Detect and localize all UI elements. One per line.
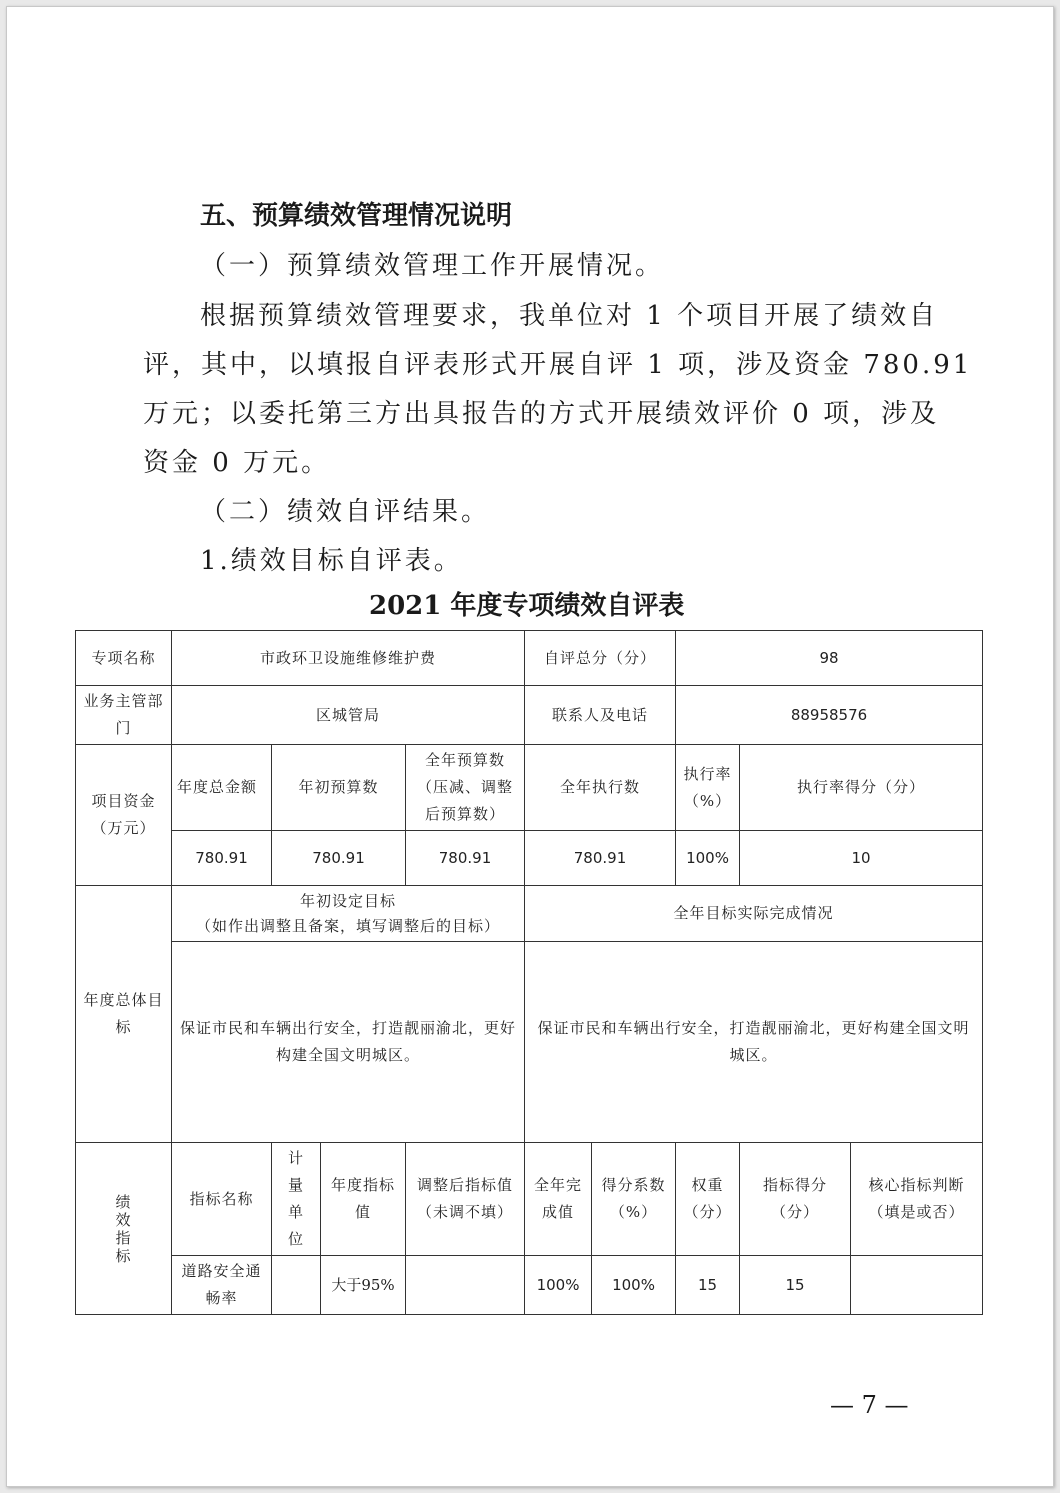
funds-header-initial: 年初预算数 [272, 745, 406, 831]
indicator-label-char-4: 标 [115, 1246, 132, 1265]
indicator-label-char-2: 效 [115, 1210, 132, 1229]
ind-header-adjusted: 调整后指标值（未调不填） [406, 1143, 525, 1256]
dept-value: 区城管局 [172, 686, 525, 745]
ind-header-unit: 计量单位 [272, 1143, 321, 1256]
contact-label: 联系人及电话 [525, 686, 676, 745]
funds-header-total: 年度总金额 [172, 745, 272, 831]
funds-header-rate-score: 执行率得分（分） [740, 745, 983, 831]
page-number: — 7 — [830, 1391, 909, 1419]
funds-value-rate-score: 10 [740, 831, 983, 886]
funds-value-executed: 780.91 [525, 831, 676, 886]
goal-set-text: 保证市民和车辆出行安全，打造靓丽渝北，更好构建全国文明城区。 [172, 942, 525, 1143]
paragraph-line-3: 万元；以委托第三方出具报告的方式开展绩效评价 0 项，涉及 [143, 399, 940, 429]
ind-header-coefficient: 得分系数（%） [592, 1143, 676, 1256]
paragraph-line-2: 评，其中，以填报自评表形式开展自评 1 项，涉及资金 780.91 [143, 350, 973, 380]
ind-header-target: 年度指标值 [321, 1143, 406, 1256]
indicator-label-char-1: 绩 [115, 1192, 132, 1211]
funds-header-full-year: 全年预算数（压减、调整后预算数） [406, 745, 525, 831]
subheading-3: 1.绩效目标自评表。 [200, 546, 463, 576]
ind-cell-adjusted [406, 1256, 525, 1315]
table-title: 2021 年度专项绩效自评表 [369, 591, 685, 621]
project-name-label: 专项名称 [76, 631, 172, 686]
table-row [76, 1256, 983, 1315]
subheading-2: （二）绩效自评结果。 [200, 497, 491, 527]
goal-set-header-line2: （如作出调整且备案，填写调整后的目标） [196, 916, 501, 935]
funds-header-executed: 全年执行数 [525, 745, 676, 831]
ind-header-score: 指标得分（分） [740, 1143, 851, 1256]
ind-cell-completed: 100% [525, 1256, 592, 1315]
self-evaluation-table [75, 630, 983, 1315]
funds-value-full-year: 780.91 [406, 831, 525, 886]
row-department [76, 686, 983, 745]
funds-value-initial: 780.91 [272, 831, 406, 886]
row-goal-headers [76, 886, 983, 942]
funds-label: 项目资金（万元） [76, 745, 172, 886]
goal-actual-header: 全年目标实际完成情况 [525, 886, 983, 942]
dept-label: 业务主管部门 [76, 686, 172, 745]
score-label: 自评总分（分） [525, 631, 676, 686]
row-funds-values [76, 831, 983, 886]
ind-cell-core [851, 1256, 983, 1315]
paragraph-line-4: 资金 0 万元。 [143, 448, 331, 478]
row-project-name [76, 631, 983, 686]
ind-cell-name: 道路安全通畅率 [172, 1256, 272, 1315]
goal-set-header [172, 886, 525, 942]
ind-header-completed: 全年完成值 [525, 1143, 592, 1256]
goal-set-header-line1: 年初设定目标 [300, 891, 397, 910]
annual-goal-label: 年度总体目标 [76, 886, 172, 1143]
ind-header-weight: 权重（分） [676, 1143, 740, 1256]
ind-cell-coefficient: 100% [592, 1256, 676, 1315]
ind-header-core: 核心指标判断（填是或否） [851, 1143, 983, 1256]
row-indicator-headers [76, 1143, 983, 1256]
section-heading: 五、预算绩效管理情况说明 [200, 201, 513, 231]
funds-value-rate: 100% [676, 831, 740, 886]
ind-header-name: 指标名称 [172, 1143, 272, 1256]
ind-cell-weight: 15 [676, 1256, 740, 1315]
ind-cell-unit [272, 1256, 321, 1315]
contact-value: 88958576 [676, 686, 983, 745]
indicator-label-char-3: 指 [115, 1228, 132, 1247]
ind-cell-target: 大于95% [321, 1256, 406, 1315]
funds-value-total: 780.91 [172, 831, 272, 886]
ind-cell-score: 15 [740, 1256, 851, 1315]
funds-header-rate: 执行率（%） [676, 745, 740, 831]
indicator-label [76, 1143, 172, 1315]
row-funds-headers [76, 745, 983, 831]
row-goal-text [76, 942, 983, 1143]
score-value: 98 [676, 631, 983, 686]
goal-actual-text: 保证市民和车辆出行安全，打造靓丽渝北，更好构建全国文明城区。 [525, 942, 983, 1143]
document-page [6, 6, 1054, 1487]
paragraph-line-1: 根据预算绩效管理要求，我单位对 1 个项目开展了绩效自 [200, 301, 939, 331]
project-name-value: 市政环卫设施维修维护费 [172, 631, 525, 686]
subheading-1: （一）预算绩效管理工作开展情况。 [200, 251, 665, 281]
